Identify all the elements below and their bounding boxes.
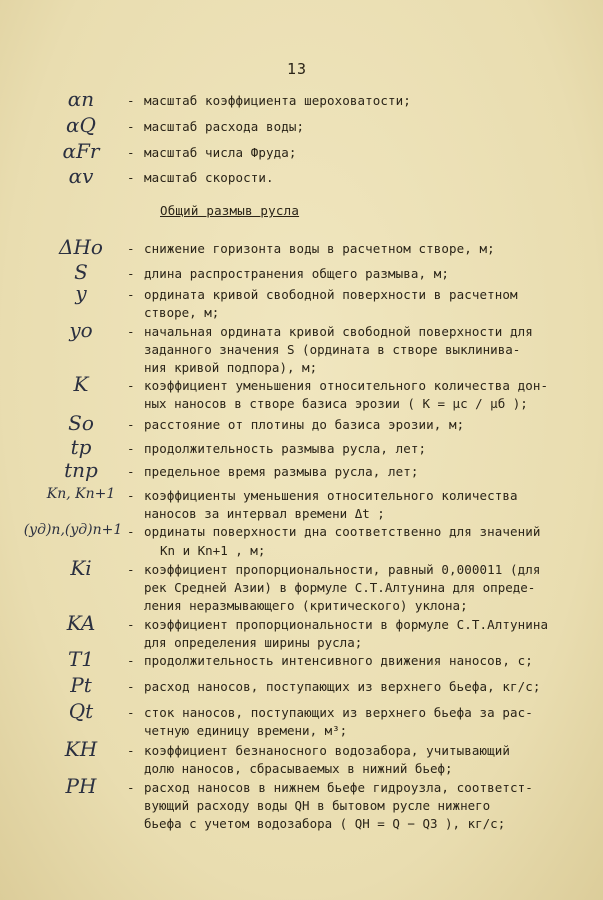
symbol: KH bbox=[64, 737, 98, 761]
definition-row: tпр - предельное время размыва русла, лет; bbox=[0, 463, 603, 487]
definition-text: снижение горизонта воды в расчетном створе, м; bbox=[144, 241, 495, 256]
definition-row: Ki - коэффициент пропорциональности, равный 0,000011 (для bbox=[0, 561, 603, 585]
symbol: Qt bbox=[68, 699, 94, 723]
symbol: K bbox=[73, 372, 89, 396]
symbol: T1 bbox=[67, 647, 95, 671]
definition-text: расход наносов в нижнем бьефе гидроузла, соответст- bbox=[144, 780, 533, 795]
definition-text: сток наносов, поступающих из верхнего бьефа за рас- bbox=[144, 705, 533, 720]
definition-text-continued: ния кривой подпора), м; bbox=[144, 360, 318, 375]
page-number: 13 bbox=[287, 60, 308, 78]
definition-row: So - расстояние от плотины до базиса эрозии, м; bbox=[0, 416, 603, 440]
definition-text: начальная ордината кривой свободной поверхности для bbox=[144, 324, 533, 339]
symbol: PH bbox=[65, 774, 97, 798]
definition-text: коэффициент пропорциональности в формуле С.Т.Алтунина bbox=[144, 617, 549, 632]
definition-row: tp - продолжительность размыва русла, лет; bbox=[0, 440, 603, 464]
definition-row: K - коэффициент уменьшения относительного количества дон- bbox=[0, 377, 603, 401]
definition-text: коэффициент пропорциональности, равный 0,000011 (для bbox=[144, 562, 541, 577]
symbol: αQ bbox=[66, 113, 96, 137]
symbol: KA bbox=[66, 611, 96, 635]
definition-row: αQ - масштаб расхода воды; bbox=[0, 118, 603, 142]
definition-row: ΔHo - снижение горизонта воды в расчетном створе, м; bbox=[0, 240, 603, 264]
definition-row: PH - расход наносов в нижнем бьефе гидроузла, соответст- bbox=[0, 779, 603, 803]
definition-text-continued: четную единицу времени, м³; bbox=[144, 723, 348, 738]
symbol: ΔHo bbox=[59, 235, 103, 259]
definition-text-continued: для определения ширины русла; bbox=[144, 635, 363, 650]
definition-row: αv - масштаб скорости. bbox=[0, 169, 603, 193]
definition-text-continued: наносов за интервал времени Δt ; bbox=[144, 506, 385, 521]
symbol: S bbox=[74, 260, 88, 284]
definition-row: Kn, Kn+1 - коэффициенты уменьшения относительного количества bbox=[0, 487, 603, 511]
definition-text: коэффициенты уменьшения относительного количества bbox=[144, 488, 518, 503]
symbol: Ki bbox=[70, 556, 92, 580]
definition-text-continued: ления неразмывающего (критического) уклона; bbox=[144, 598, 468, 613]
symbol: Kn, Kn+1 bbox=[46, 486, 116, 502]
symbol: αv bbox=[68, 164, 94, 188]
definition-text-continued: створе, м; bbox=[144, 305, 220, 320]
definition-text-continued: бьефа с учетом водозабора ( QH = Q − Q3 ), кг/с; bbox=[144, 816, 506, 831]
symbol: αn bbox=[67, 87, 95, 111]
definition-text: ординаты поверхности дна соответственно для значений bbox=[144, 524, 541, 539]
symbol: Pt bbox=[70, 673, 92, 697]
definition-text: масштаб числа Фруда; bbox=[144, 145, 297, 160]
definition-row: αFr - масштаб числа Фруда; bbox=[0, 144, 603, 168]
symbol: tp bbox=[70, 435, 92, 459]
definition-text-continued: долю наносов, сбрасываемых в нижний бьеф; bbox=[144, 761, 453, 776]
definition-text: масштаб расхода воды; bbox=[144, 119, 305, 134]
section-title: Общий размыв русла bbox=[160, 203, 300, 218]
symbol: So bbox=[68, 411, 94, 435]
definition-text: масштаб скорости. bbox=[144, 170, 274, 185]
definition-row: T1 - продолжительность интенсивного движения наносов, с; bbox=[0, 652, 603, 676]
definition-text-continued: ных наносов в створе базиса эрозии ( K = μc / μб ); bbox=[144, 396, 528, 411]
definition-text: масштаб коэффициента шероховатости; bbox=[144, 93, 411, 108]
definition-text: коэффициент безнаносного водозабора, учитывающий bbox=[144, 743, 511, 758]
definition-text: расстояние от плотины до базиса эрозии, м; bbox=[144, 417, 465, 432]
symbol: αFr bbox=[62, 139, 100, 163]
definition-row: S - длина распространения общего размыва, м; bbox=[0, 265, 603, 289]
definition-row: αn - масштаб коэффициента шероховатости; bbox=[0, 92, 603, 116]
definition-row: KH - коэффициент безнаносного водозабора, учитывающий bbox=[0, 742, 603, 766]
symbol: tпр bbox=[64, 458, 98, 482]
definition-text: длина распространения общего размыва, м; bbox=[144, 266, 450, 281]
symbol: yo bbox=[69, 318, 93, 342]
definition-row: yo - начальная ордината кривой свободной поверхности для bbox=[0, 323, 603, 347]
definition-row: (yд)n,(yд)n+1 - ординаты поверхности дна соответственно для значений bbox=[0, 523, 603, 547]
definition-text-continued: вующий расходу воды QH в бытовом русле нижнего bbox=[144, 798, 491, 813]
definition-text: предельное время размыва русла, лет; bbox=[144, 464, 419, 479]
definition-text-continued: Kn и Kn+1 , м; bbox=[160, 543, 266, 558]
definition-row: y - ордината кривой свободной поверхности в расчетном bbox=[0, 286, 603, 310]
definition-text: продолжительность интенсивного движения наносов, с; bbox=[144, 653, 533, 668]
definition-text-continued: заданного значения S (ордината в створе выклинива- bbox=[144, 342, 521, 357]
definition-text: расход наносов, поступающих из верхнего бьефа, кг/с; bbox=[144, 679, 541, 694]
symbol: (yд)n,(yд)n+1 bbox=[23, 522, 123, 538]
definition-text-continued: рек Средней Азии) в формуле С.Т.Алтунина для опреде- bbox=[144, 580, 536, 595]
symbol: y bbox=[75, 281, 87, 305]
definition-row: KA - коэффициент пропорциональности в формуле С.Т.Алтунина bbox=[0, 616, 603, 640]
definition-text: ордината кривой свободной поверхности в расчетном bbox=[144, 287, 518, 302]
definition-text: продолжительность размыва русла, лет; bbox=[144, 441, 427, 456]
definition-row: Qt - сток наносов, поступающих из верхнего бьефа за рас- bbox=[0, 704, 603, 728]
definition-text: коэффициент уменьшения относительного количества дон- bbox=[144, 378, 549, 393]
definition-row: Pt - расход наносов, поступающих из верхнего бьефа, кг/с; bbox=[0, 678, 603, 702]
